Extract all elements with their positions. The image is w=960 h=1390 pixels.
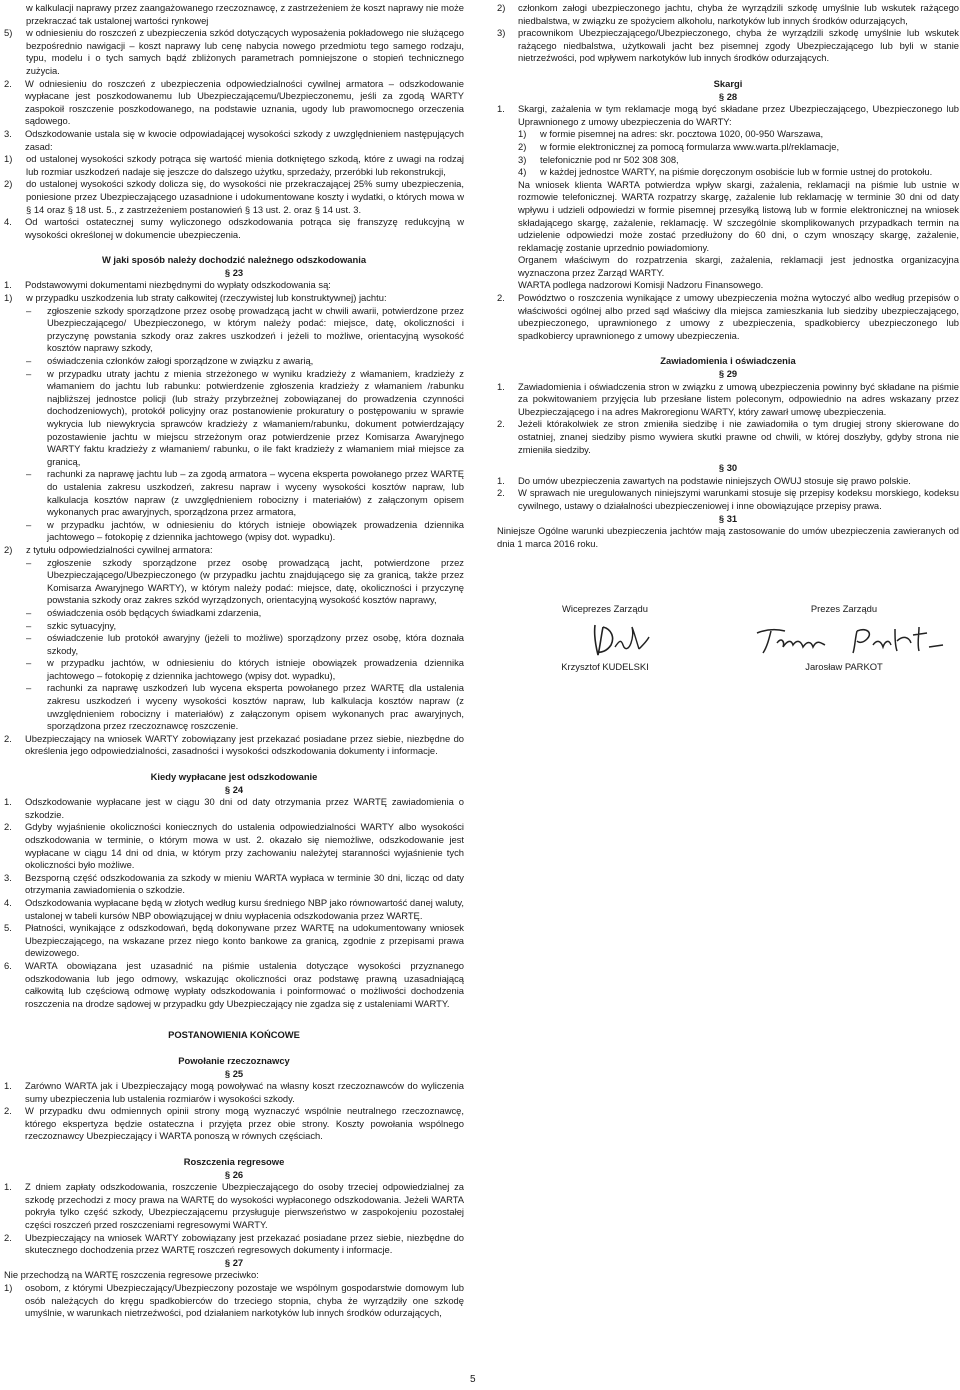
list-item: – zgłoszenie szkody sporządzone przez osobę prowadzącą jacht w chwili awarii, potwierdzone przez Ubezpieczającego/ Ubezpieczonego, w którym należy podać: miejsce, datę, okoliczności i przyczynę powstania szkody oraz zakres uszkodzeń i jeżeli to możliwe, orientacyjną wysokość kosztów naprawy szkody,: [26, 304, 464, 354]
list-item: – rachunki za naprawę jachtu lub – za zgodą armatora – wycena eksperta powołanego przez WARTĘ do ustalenia zakresu uszkodzeń, zakresu napraw i wyceny wysokości kosztów napraw, lub kalkulacja kosztów napraw (z uwzględnieniem robocizny i materiałów) z załączonym opisem wykonanych prac awaryjnych, sporządzona przez armatora,: [26, 468, 464, 518]
paragraph-23-item-2: 2. Ubezpieczający na wniosek WARTY zobowiązany jest przekazać posiadane przez siebie, niezbędne do określenia jego odpowiedzialności, zasadności i wysokości odszkodowania dokumenty i informacje.: [4, 732, 464, 757]
complaint-authority: Organem właściwym do rozpatrzenia skargi, zażalenia, reklamacji jest jednostka organizacyjna wyznaczona przez Zarząd WARTY.: [518, 254, 959, 278]
paragraph-27-intro: Nie przechodzą na WARTĘ roszczenia regresowe przeciwko:: [4, 1269, 259, 1281]
paragraph-29-title: § 29: [718, 368, 738, 380]
paragraph-28-title: § 28: [718, 90, 738, 102]
list-item: – oświadczenie lub protokół awaryjny (jeżeli to możliwe) sporządzony przez osobę, która doznała szkody,: [26, 632, 464, 656]
heading-complaints: Skargi: [713, 77, 743, 89]
paragraph-24-list: [4, 796, 464, 1010]
signature-left-name: Krzysztof KUDELSKI: [561, 661, 649, 672]
list-item: 4. Odszkodowania wypłacane będą w złotych według kursu średniego NBP jako równowartość danej waluty, ustalonej w tabeli kursów NBP obowiązującej w dniu wypłacenia odszkodowania przez WARTĘ.: [4, 896, 464, 921]
list-item: – rachunki za naprawę uszkodzeń lub wycena eksperta powołanego przez WARTĘ dla ustalenia zakresu uszkodzeń i wyceny wysokości kosztów napraw, lub kalkulacja kosztów napraw (z uwzględnieniem robocizny i materiałów) z załączonym opisem wykonanych prac awaryjnych, sporządzona przez rzeczoznawcę roszczenie.: [26, 682, 464, 732]
list-item: 2) w formie elektronicznej za pomocą formularza www.warta.pl/reklamacje,: [518, 140, 840, 152]
paragraph-27-point-1: 1) osobom, z którymi Ubezpieczający/Ubezpieczony pozostaje we wspólnym gospodarstwie domowym lub osób należących do kręgu spadkobierców do trzeciego stopnia, chyba że wyrządziły one szkodę umyślnie, w warunkach nietrzeźwości, pod działaniem narkotyków lub innych środków odurzających,: [4, 1282, 464, 1319]
signature-right-name: Jarosław PARKOT: [805, 661, 883, 672]
list-item: 1. Zawiadomienia i oświadczenia stron w związku z umową ubezpieczenia powinny być składane na piśmie za pokwitowaniem przyjęcia lub przesłane listem poleconym, odpowiednio na adres wskazany przez Ubezpieczającego i na adres Makroregionu WARTY, który zawarł umowę ubezpieczenia.: [497, 380, 959, 417]
list-item: 1. Odszkodowanie wypłacane jest w ciągu 30 dni od daty otrzymania przez WARTĘ zawiadomienia o szkodzie.: [4, 796, 464, 820]
section-3: 3. Odszkodowanie ustala się w kwocie odpowiadającej wysokości szkody z uwzględnieniem następujących zasad:: [4, 127, 464, 152]
heading-expert: Powołanie rzeczoznawcy: [178, 1054, 290, 1066]
list-item: 6. WARTA obowiązana jest uzasadnić na piśmie ustalenia dotyczące wysokości przyznanego odszkodowania lub jego odmowy, wskazując okoliczności oraz podstawę prawną uzasadniającą całkowitą lub częściową odmowę wypłaty odszkodowania i poinformować o możliwości dochodzenia roszczenia na drodze sądowej w przypadku gdy Ubezpieczający nie zgadza się z ustaleniami WARTY.: [4, 959, 464, 1009]
heading-regress: Roszczenia regresowe: [183, 1156, 285, 1168]
page-number: 5: [470, 1374, 476, 1385]
signature-left-role: Wiceprezes Zarządu: [562, 603, 648, 614]
complaint-procedure: Na wniosek klienta WARTA potwierdza wpływ skargi, zażalenia, reklamacji na piśmie lub ustnie w rozmowie telefonicznej. WARTA rozpatrzy skargę, zażalenie lub reklamację w terminie 30 dni od daty wpływu i udzieli odpowiedzi w formie pisemnej przesyłką listową lub w formie elektronicznej na wniosek składającego skargę, zażalenie, reklamację. W szczególnie skomplikowanych przypadkach termin na udzielenie odpowiedzi może zostać przedłużony do 60 dni, o czym wnoszący skargę, zażalenie, reklamację zostanie uprzednio powiadomiony.: [518, 178, 959, 253]
list-item: – oświadczenia członków załogi sporządzone w związku z awarią,: [26, 355, 314, 367]
paragraph-28-item-2: 2. Powództwo o roszczenia wynikające z umowy ubezpieczenia można wytoczyć albo według przepisów o właściwości ogólnej albo przed sąd właściwy dla miejsca zamieszkania lub siedziby ubezpieczającego, ubezpieczonego, uprawnionego z umowy z ubezpieczenia, spadkobiercy ubezpieczonego lub spadkobiercy uprawnionego z umowy ubezpieczenia.: [497, 292, 959, 341]
intro-paragraph: w kalkulacji naprawy przez zaangażowanego rzeczoznawcę, z zastrzeżeniem że koszt naprawy nie może przekraczać tak ustalonej wartości rynkowej: [26, 2, 464, 26]
list-item: – szkic sytuacyjny,: [26, 619, 117, 631]
paragraph-27-point-2: 2) członkom załogi ubezpieczonego jachtu, chyba że wyrządzili szkodę umyślnie lub wskutek rażącego niedbalstwa, w związku ze spożyciem alkoholu, narkotyków lub innych środków odurzających,: [497, 2, 959, 26]
heading-when-paid: Kiedy wypłacane jest odszkodowanie: [150, 771, 318, 783]
signature-kudelski-icon: [589, 619, 659, 661]
paragraph-24-title: § 24: [224, 783, 244, 795]
list-item: – w przypadku utraty jachtu z mienia strzeżonego w wyniku kradzieży z włamaniem, kradzieży z włamaniem do jachtu lub rabunku: potwierdzenie zgłoszenia kradzieży z włamaniem /rabunku najbliższej jednostce policji (lub straży przybrzeżnej zobowiązanej do prowadzenia czynności dochodzeniowych), protokół policyjny oraz postanowienie prokuratury o postępowaniu w sprawie wykrycia lub niewykrycia sprawców kradzieży z włamaniem/rabunku, dokument potwierdzający pozostawienie jachtu w miejscu strzeżonym oraz potwierdzenie przez Komisarza Awaryjnego WARTY faktu kradzieży z włamaniem/ rabunku, o ile fakt kradzieży z włamaniem miał miejsce za granicą,: [26, 367, 464, 467]
left-column: [4, 2, 464, 1320]
list-item: 2. W przypadku dwu odmiennych opinii strony mogą wyznaczyć wspólnie neutralnego rzeczoznawcę, którego ekspertyza będzie ostateczna i przyjęta przez obie strony. Koszty powołania wspólnego rzeczoznawcy Ubezpieczający i WARTA ponoszą w równych częściach.: [4, 1105, 464, 1142]
paragraph-23-item-1: 1. Podstawowymi dokumentami niezbędnymi do wypłaty odszkodowania są:: [4, 279, 331, 291]
paragraph-23-title: § 23: [224, 266, 244, 278]
list-item: 2. W sprawach nie uregulowanych niniejszymi warunkami stosuje się przepisy kodeksu morskiego, kodeksu cywilnego, ustawy o działalności ubezpieczeniowej i inne obowiązujące przepisy prawa.: [497, 487, 959, 511]
list-item: – zgłoszenie szkody sporządzone przez osobę prowadzącą jacht, potwierdzone przez Ubezpieczającego/Ubezpieczonego (w przypadku jachtu znajdującego się za granicą, także przez Komisarza Awaryjnego WARTY), w którym należy podać: miejsce, datę, okoliczności i przyczynę powstania szkody oraz zakres szkód wyrządzonych, orientacyjną wysokość kosztów naprawy,: [26, 556, 464, 606]
list-item: 2. Jeżeli którakolwiek ze stron zmieniła siedzibę i nie zawiadomiła o tym drugiej strony skierowane do ostatniej, znanej siedziby pismo wywiera skutki prawne od chwili, w której doszłyby, gdyby strona nie zmieniła siedziby.: [497, 418, 959, 455]
signature-right-role: Prezes Zarządu: [810, 603, 878, 614]
paragraph-27-point-3: 3) pracownikom Ubezpieczającego/Ubezpieczonego, chyba że wyrządzili szkodę umyślnie lub wskutek rażącego niedbalstwa, użytkowali jacht bez pisemnej zgody Ubezpieczającego lub byli w stanie nietrzeźwości, pod wpływem narkotyków lub innych środków odurzających.: [497, 27, 959, 64]
list-item: – w przypadku jachtów, w odniesieniu do których istnieje obowiązek prowadzenia dziennika jachtowego – fotokopię z dziennika jachtowego (wpisy dot. wypadku),: [26, 657, 464, 681]
list-item: 1. Z dniem zapłaty odszkodowania, roszczenie Ubezpieczającego do osoby trzeciej odpowiedzialnej za szkodę przechodzi z mocy prawa na WARTĘ do wysokości wypłaconego odszkodowania. Jeżeli WARTA pokryła tylko część szkody, Ubezpieczającemu przysługuje pierwszeństwo w zaspokojeniu pozostałej części roszczeń przed roszczeniami regresowymi WARTY.: [4, 1181, 464, 1231]
list-item: – oświadczenia osób będących świadkami zdarzenia,: [26, 606, 262, 618]
list-item: 1. Do umów ubezpieczenia zawartych na podstawie niniejszych OWUJ stosuje się prawo polskie.: [497, 474, 911, 486]
paragraph-30-title: § 30: [718, 462, 738, 474]
signatures-block: [497, 603, 959, 683]
heading-final-provisions: POSTANOWIENIA KOŃCOWE: [168, 1029, 300, 1041]
section-3-point-1: 1) od ustalonej wysokości szkody potrąca się wartość mienia dotkniętego szkodą, które z uwagi na rodzaj lub rozmiar uszkodzeń nadaje się jeszcze do dalszego użytku, sprzedaży, przeróbki lub rekonstrukcji,: [4, 153, 464, 177]
list-item: 3. Bezsporną część odszkodowania za szkody w mieniu WARTA wypłaca w terminie 30 dni, licząc od daty otrzymania zawiadomienia o szkodzie.: [4, 871, 464, 896]
signature-parkot-icon: [747, 619, 947, 659]
paragraph-25-title: § 25: [224, 1067, 244, 1079]
paragraph-31-text: Niniejsze Ogólne warunki ubezpieczenia jachtów mają zastosowanie do umów ubezpieczenia zawieranych od dnia 1 marca 2016 roku.: [497, 525, 959, 549]
paragraph-26-title: § 26: [224, 1168, 244, 1180]
complaint-channels: [497, 128, 959, 178]
heading-notices: Zawiadomienia i oświadczenia: [660, 355, 796, 367]
list-item: 3) telefonicznie pod nr 502 308 308,: [518, 153, 679, 165]
paragraph-23-point-2: 2) z tytułu odpowiedzialności cywilnej armatora:: [4, 543, 213, 555]
supervision-note: WARTA podlega nadzorowi Komisji Nadzoru Finansowego.: [518, 279, 764, 291]
paragraph-23-point-1: 1) w przypadku uszkodzenia lub straty całkowitej (rzeczywistej lub konstruktywnej) jachtu:: [4, 292, 387, 304]
paragraph-27-title: § 27: [224, 1256, 244, 1268]
point-5: 5) w odniesieniu do roszczeń z ubezpieczenia szkód dotyczących wyposażenia pokładowego nie służącego bezpośrednio nawigacji – koszt naprawy lub cenę nabycia nowego przedmiotu tego samego rodzaju, typu, modelu i o tych samych bądź zbliżonych parametrach pomniejszone o stopień technicznego zużycia.: [4, 27, 464, 76]
list-item: 2. Ubezpieczający na wniosek WARTY zobowiązany jest przekazać posiadane przez siebie, niezbędne do skutecznego dochodzenia przez WARTĘ roszczeń regresowych dokumenty i informacje.: [4, 1231, 464, 1256]
dash-list-2: [4, 557, 464, 733]
right-column: [497, 2, 959, 550]
section-3-point-2: 2) do ustalonej wysokości szkody dolicza się, do wysokości nie przekraczającej 25% sumy ubezpieczenia, poniesione przez Ubezpieczającego uzasadnione i udokumentowane koszty i wydatki, o których mowa w § 14 oraz § 18 ust. 5., z zastrzeżeniem postanowień § 13 ust. 2. oraz § 14 ust. 3.: [4, 178, 464, 215]
section-2: 2. W odniesieniu do roszczeń z ubezpieczenia odpowiedzialności cywilnej armatora – odszkodowanie wypłacane jest poszkodowanemu lub Ubezpieczającemu/Ubezpieczonemu, jeśli za zgodą WARTY zaspokoił roszczenie poszkodowanego, na podstawie uznania, ugody lub prawomocnego orzeczenia sądowego.: [4, 77, 464, 127]
paragraph-31-title: § 31: [718, 512, 738, 524]
list-item: 4) w każdej jednostce WARTY, na piśmie doręczonym osobiście lub w formie ustnej do protokołu.: [518, 166, 933, 178]
heading-how-to-claim: W jaki sposób należy dochodzić należnego odszkodowania: [101, 254, 367, 266]
section-4: 4. Od wartości ostatecznej sumy wyliczonego odszkodowania potrąca się franszyzę redukcyjną w wysokości określonej w dokumencie ubezpieczenia.: [4, 216, 464, 240]
dash-list-1: [4, 305, 464, 544]
list-item: 2. Gdyby wyjaśnienie okoliczności koniecznych do ustalenia odpowiedzialności WARTY albo wysokości odszkodowania w terminie, o którym mowa w ust. 2. okazało się niemożliwe, odszkodowanie jest wypłacane w ciągu 14 dni od dnia, w którym przy zachowaniu należytej staranności wyjaśnienie tych okoliczności było możliwe.: [4, 821, 464, 871]
list-item: 1) w formie pisemnej na adres: skr. pocztowa 1020, 00-950 Warszawa,: [518, 128, 824, 140]
paragraph-28-item-1: 1. Skargi, zażalenia w tym reklamacje mogą być składane przez Ubezpieczającego, Ubezpieczonego lub Uprawnionego z umowy ubezpieczenia do WARTY:: [497, 103, 959, 127]
list-item: 5. Płatności, wynikające z odszkodowań, będą dokonywane przez WARTĘ na udokumentowany wniosek Ubezpieczającego, na wskazane przez niego konto bankowe za granicą, zgodnie z przepisami prawa dewizowego.: [4, 922, 464, 959]
list-item: 1. Zarówno WARTA jak i Ubezpieczający mogą powoływać na własny koszt rzeczoznawców do wyliczenia sumy ubezpieczenia lub ustalenia rozmiarów i wysokości szkody.: [4, 1080, 464, 1104]
list-item: – w przypadku jachtów, w odniesieniu do których istnieje obowiązek prowadzenia dziennika jachtowego – fotokopię z dziennika jachtowego (wpisy dot. wypadku).: [26, 518, 464, 543]
